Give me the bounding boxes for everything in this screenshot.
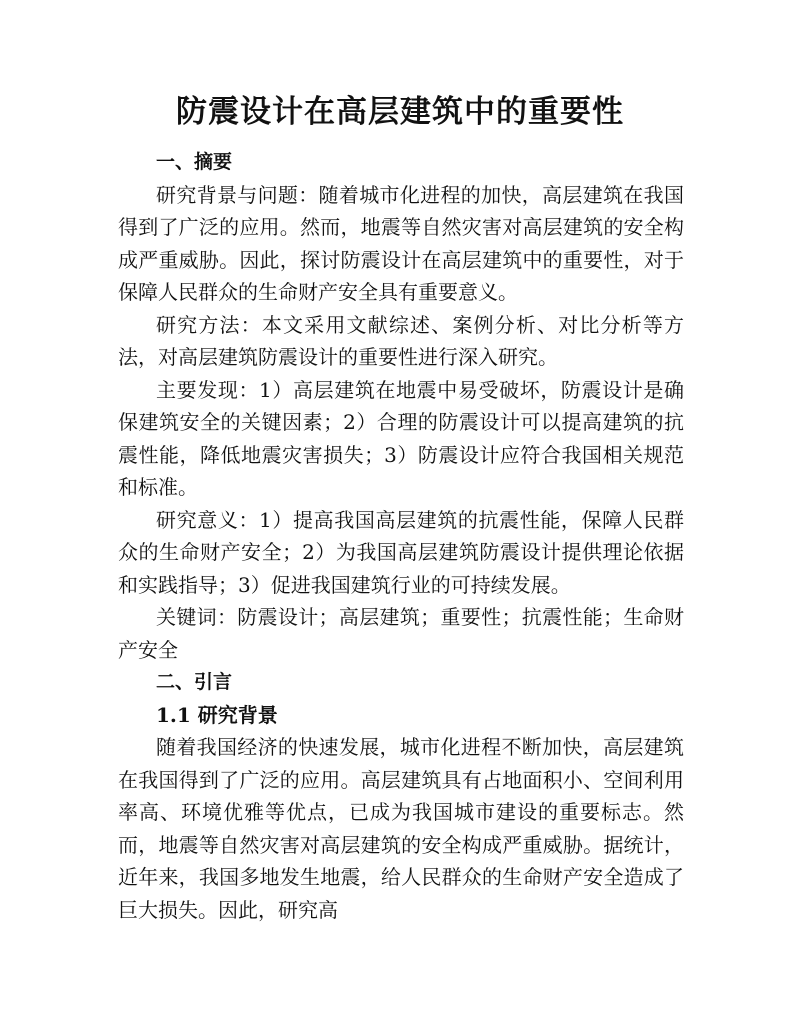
document-title: 防震设计在高层建筑中的重要性 (176, 94, 624, 130)
document-body (118, 146, 684, 926)
introduction-heading: 二、引言 (156, 671, 233, 693)
research-background-paragraph: 随着我国经济的快速发展，城市化进程不断加快，高层建筑在我国得到了广泛的应用。高层建筑具有占地面积小、空间利用率高、环境优雅等优点，已成为我国城市建设的重要标志。然而，地震等自然灾害对高层建筑的安全构成严重威胁。据统计，近年来，我国多地发生地震，给人民群众的生命财产安全造成了巨大损失。因此，研究高 (118, 735, 684, 922)
abstract-background-paragraph: 研究背景与问题：随着城市化进程的加快，高层建筑在我国得到了广泛的应用。然而，地震等自然灾害对高层建筑的安全构成严重威胁。因此，探讨防震设计在高层建筑中的重要性，对于保障人民群众的生命财产安全具有重要意义。 (118, 182, 684, 304)
abstract-keywords-paragraph: 关键词：防震设计；高层建筑；重要性；抗震性能；生命财产安全 (118, 605, 684, 662)
abstract-methods-paragraph: 研究方法：本文采用文献综述、案例分析、对比分析等方法，对高层建筑防震设计的重要性进行深入研究。 (118, 312, 684, 369)
abstract-heading: 一、摘要 (156, 151, 233, 173)
abstract-significance-paragraph: 研究意义：1）提高我国高层建筑的抗震性能，保障人民群众的生命财产安全；2）为我国高层建筑防震设计提供理论依据和实践指导；3）促进我国建筑行业的可持续发展。 (118, 507, 684, 597)
research-background-subheading: 1.1 研究背景 (156, 702, 278, 727)
abstract-findings-paragraph: 主要发现：1）高层建筑在地震中易受破坏，防震设计是确保建筑安全的关键因素；2）合理的防震设计可以提高建筑的抗震性能，降低地震灾害损失；3）防震设计应符合我国相关规范和标准。 (118, 377, 684, 499)
